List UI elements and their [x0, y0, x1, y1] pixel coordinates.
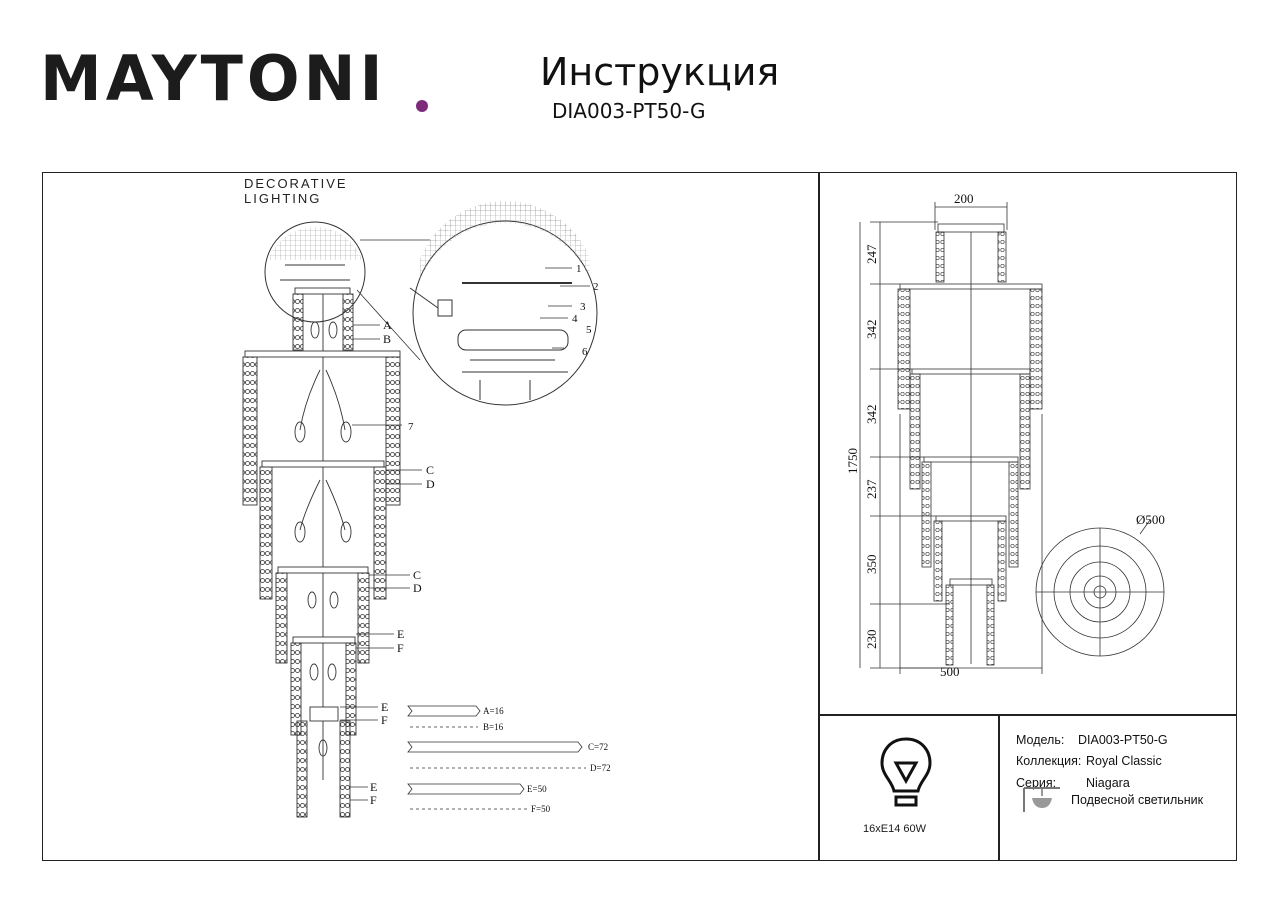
- legend-label: B=16: [483, 722, 504, 732]
- step-number: 1: [576, 263, 582, 275]
- lamp-caption: 16xE14 60W: [863, 823, 926, 835]
- part-letter: D: [426, 477, 435, 491]
- spec-cell-divider: [998, 714, 1000, 861]
- total-height-label: 1750: [845, 448, 860, 474]
- step-number: 7: [408, 421, 414, 433]
- spec-model-value: DIA003-PT50-G: [1078, 733, 1168, 747]
- section-height-label: 247: [864, 244, 879, 264]
- part-letter: C: [413, 568, 422, 582]
- part-letter: A: [383, 318, 392, 332]
- section-height-label: 342: [864, 319, 879, 339]
- brand-name: MAYTONI: [40, 42, 387, 115]
- legend-labels: [483, 706, 611, 814]
- diameter-label: Ø500: [1136, 512, 1165, 527]
- legend-label: E=50: [527, 784, 547, 794]
- part-letter: B: [383, 332, 392, 346]
- pendant-lamp-icon: [1022, 786, 1062, 814]
- dimension-drawing: [820, 174, 1234, 714]
- step-number: 6: [582, 346, 588, 358]
- top-width-label: 200: [954, 191, 974, 206]
- bottom-width-label: 500: [940, 664, 960, 679]
- step-number: 5: [586, 324, 592, 336]
- page-title: Инструкция: [540, 50, 780, 94]
- part-letter: F: [370, 793, 377, 807]
- spec-type-value: Подвесной светильник: [1071, 793, 1204, 807]
- part-letter: E: [381, 700, 389, 714]
- part-letter: F: [397, 641, 404, 655]
- step-number: 3: [580, 301, 586, 313]
- part-letter: E: [370, 780, 378, 794]
- part-letter: D: [413, 581, 422, 595]
- spec-collection-value: Royal Classic: [1086, 754, 1162, 768]
- brand-tagline: DECORATIVE LIGHTING: [244, 176, 348, 206]
- legend-label: A=16: [483, 706, 504, 716]
- model-code: DIA003-PT50-G: [552, 99, 706, 123]
- spec-series-label: Серия:: [1016, 776, 1057, 790]
- legend-label: C=72: [588, 742, 609, 752]
- part-letter: F: [381, 713, 388, 727]
- detail-circle-large: [410, 201, 597, 405]
- section-height-label: 237: [864, 479, 879, 499]
- spec-series-value: Niagara: [1086, 776, 1130, 790]
- part-letter: C: [426, 463, 435, 477]
- legend-label: F=50: [531, 804, 551, 814]
- part-letter: E: [397, 627, 405, 641]
- chandelier-body: [243, 288, 400, 817]
- spec-collection-label: Коллекция:: [1016, 754, 1082, 768]
- step-number: 4: [572, 313, 578, 325]
- section-height-label: 350: [864, 554, 879, 574]
- section-height-label: 342: [864, 404, 879, 424]
- step-number: 2: [593, 281, 599, 293]
- spec-divider: [818, 714, 1237, 716]
- spec-model-label: Модель:: [1016, 733, 1065, 747]
- bulb-icon: [878, 735, 934, 815]
- legend-label: D=72: [590, 763, 611, 773]
- section-height-label: 230: [864, 629, 879, 649]
